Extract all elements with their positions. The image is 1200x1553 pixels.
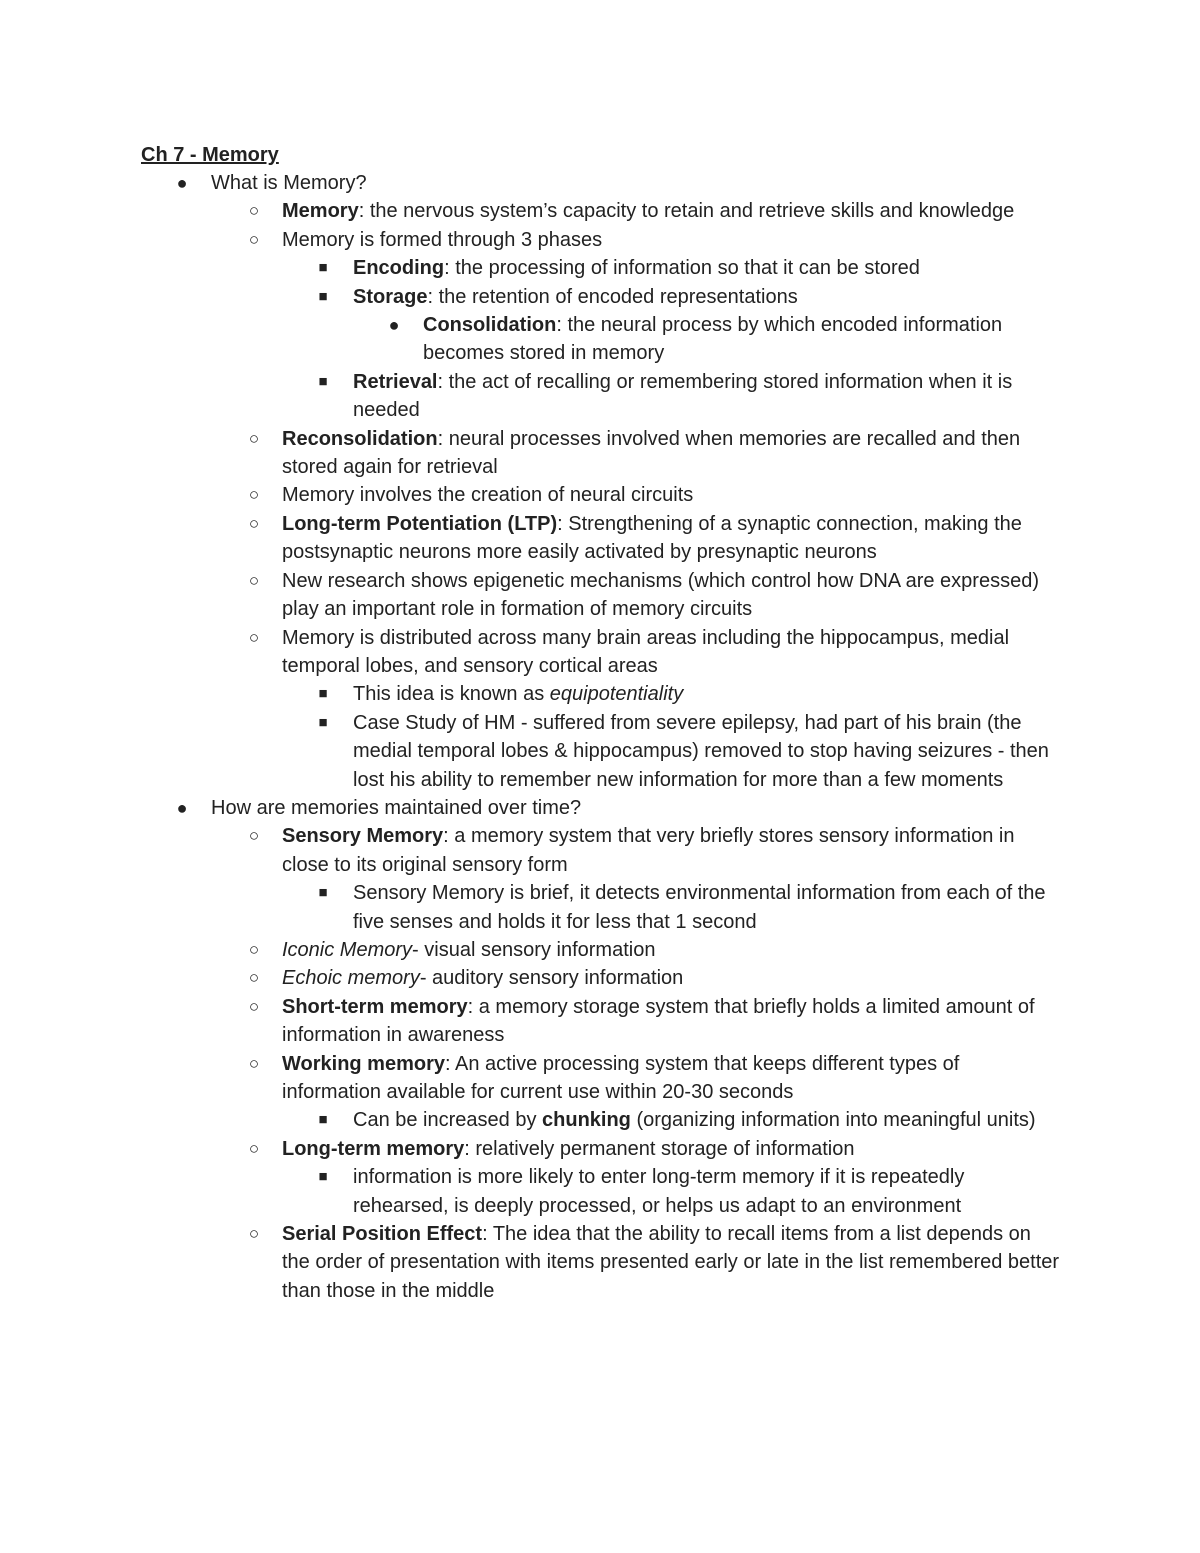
- text-run: What is Memory?: [211, 172, 367, 194]
- filled-circle-bullet-icon: ●: [388, 315, 400, 336]
- bold-term: Serial Position Effect: [282, 1223, 483, 1246]
- list-item: [0, 311, 1200, 368]
- filled-circle-bullet-icon: ●: [176, 797, 188, 818]
- list-item-text: [282, 481, 1062, 509]
- hollow-circle-bullet-icon: ○: [248, 201, 260, 221]
- filled-square-bullet-icon: ■: [318, 685, 328, 703]
- hollow-circle-bullet-icon: ○: [248, 513, 260, 533]
- bold-term: Storage: [353, 285, 428, 308]
- italic-term: Echoic memory: [282, 967, 420, 990]
- hollow-circle-bullet-icon: ○: [248, 570, 260, 590]
- text-run: : An active processing system that keeps different types of information available for current use within 20-30 seconds: [282, 1052, 960, 1103]
- list-item-text: [211, 794, 1071, 822]
- list-item: [0, 197, 1200, 225]
- list-item-text: [353, 368, 1058, 425]
- text-run: (organizing information into meaningful units): [630, 1109, 1036, 1132]
- bold-term: chunking: [542, 1109, 631, 1132]
- list-item-text: [353, 1163, 1058, 1220]
- list-item: [0, 1163, 1200, 1220]
- list-item-text: [282, 1050, 1062, 1107]
- list-item: [0, 425, 1200, 482]
- bold-term: Reconsolidation: [282, 427, 438, 450]
- text-run: New research shows epigenetic mechanisms (which control how DNA are expressed) play an important role in formation of memory circuits: [282, 569, 1039, 621]
- bold-term: Long-term Potentiation (LTP): [282, 512, 558, 535]
- text-run: Sensory Memory is brief, it detects environmental information from each of the five senses and holds it for less that 1 second: [353, 882, 1046, 933]
- bold-term: Long-term memory: [282, 1137, 465, 1160]
- text-run: information is more likely to enter long-term memory if it is repeatedly rehearsed, is deeply processed, or helps us adapt to an environment: [353, 1166, 965, 1217]
- bold-term: Encoding: [353, 257, 445, 280]
- text-run: Memory involves the creation of neural circuits: [282, 484, 694, 507]
- list-item-text: [353, 283, 1058, 311]
- bold-term: Consolidation: [423, 314, 557, 337]
- text-run: Case Study of HM - suffered from severe epilepsy, had part of his brain (the medial temporal lobes & hippocampus) removed to stop having seizures - then lost his ability to remember new information for more than a few moments: [353, 711, 1049, 791]
- bold-term: Sensory Memory: [282, 825, 444, 848]
- text-run: : the act of recalling or remembering stored information when it is needed: [353, 370, 1013, 422]
- text-run: : The idea that the ability to recall items from a list depends on the order of presentation with items presented early or late in the list remembered better than those in the middle: [282, 1223, 1060, 1302]
- hollow-circle-bullet-icon: ○: [248, 627, 260, 647]
- list-item: [0, 709, 1200, 794]
- list-item-text: [282, 822, 1062, 879]
- page-title: Ch 7 - Memory: [141, 144, 279, 166]
- filled-square-bullet-icon: ■: [318, 372, 328, 390]
- hollow-circle-bullet-icon: ○: [248, 968, 260, 988]
- list-item-text: [282, 226, 1062, 254]
- list-item: [0, 510, 1200, 567]
- text-run: - visual sensory information: [412, 938, 656, 961]
- list-item: [0, 879, 1200, 936]
- list-item: [0, 283, 1200, 311]
- filled-square-bullet-icon: ■: [318, 1111, 328, 1129]
- list-item: [0, 1135, 1200, 1163]
- text-run: Memory is distributed across many brain areas including the hippocampus, medial temporal lobes, and sensory cortical areas: [282, 626, 1010, 677]
- list-item-text: [282, 993, 1062, 1050]
- text-run: : a memory storage system that briefly holds a limited amount of information in awareness: [282, 995, 1035, 1047]
- text-run: : the retention of encoded representations: [427, 285, 798, 308]
- hollow-circle-bullet-icon: ○: [248, 428, 260, 448]
- text-run: : neural processes involved when memories are recalled and then stored again for retrieval: [282, 427, 1021, 479]
- list-item: [0, 567, 1200, 624]
- list-item: [0, 1220, 1200, 1305]
- hollow-circle-bullet-icon: ○: [248, 1053, 260, 1073]
- list-item: [0, 169, 1200, 197]
- hollow-circle-bullet-icon: ○: [248, 1224, 260, 1244]
- list-item-text: [353, 1106, 1058, 1134]
- filled-square-bullet-icon: ■: [318, 287, 328, 305]
- list-item: [0, 368, 1200, 425]
- list-item: [0, 822, 1200, 879]
- hollow-circle-bullet-icon: ○: [248, 229, 260, 249]
- filled-square-bullet-icon: ■: [318, 1168, 328, 1186]
- text-run: - auditory sensory information: [419, 967, 684, 990]
- bold-term: Working memory: [282, 1052, 445, 1075]
- filled-circle-bullet-icon: ●: [176, 173, 188, 193]
- list-item-text: [282, 425, 1062, 482]
- bold-term: Short-term memory: [282, 995, 468, 1018]
- hollow-circle-bullet-icon: ○: [248, 485, 260, 505]
- bold-term: Memory: [282, 200, 359, 223]
- filled-square-bullet-icon: ■: [318, 884, 328, 902]
- list-item-text: [282, 510, 1062, 567]
- filled-square-bullet-icon: ■: [318, 259, 328, 277]
- list-item: [0, 936, 1200, 964]
- list-item: [0, 964, 1200, 992]
- text-run: : the neural process by which encoded information becomes stored in memory: [423, 314, 1003, 365]
- list-item: [0, 624, 1200, 681]
- hollow-circle-bullet-icon: ○: [248, 1138, 260, 1158]
- text-run: Memory is formed through 3 phases: [282, 228, 603, 251]
- text-run: : Strengthening of a synaptic connection, making the postsynaptic neurons more easily activated by presynaptic neurons: [282, 512, 1022, 564]
- list-item-text: [423, 311, 1063, 368]
- list-item-text: [282, 567, 1062, 624]
- filled-square-bullet-icon: ■: [318, 713, 328, 731]
- text-run: How are memories maintained over time?: [211, 796, 582, 819]
- list-item-text: [282, 197, 1062, 225]
- list-item-text: [353, 709, 1058, 794]
- list-item-text: [353, 879, 1058, 936]
- italic-term: equipotentiality: [549, 683, 684, 706]
- text-run: This idea is known as: [353, 683, 550, 706]
- hollow-circle-bullet-icon: ○: [248, 939, 260, 959]
- hollow-circle-bullet-icon: ○: [248, 996, 260, 1016]
- list-item-text: [282, 624, 1062, 681]
- list-item-text: [282, 1220, 1062, 1305]
- text-run: : the processing of information so that it can be stored: [444, 257, 920, 280]
- list-item-text: [353, 254, 1058, 282]
- list-item-text: [282, 936, 1062, 964]
- list-item: [0, 481, 1200, 509]
- list-item: [0, 226, 1200, 254]
- list-item: [0, 1050, 1200, 1107]
- list-item: [0, 254, 1200, 282]
- outline-list: [0, 169, 1200, 1305]
- list-item: [0, 993, 1200, 1050]
- list-item-text: [353, 680, 1058, 708]
- hollow-circle-bullet-icon: ○: [248, 826, 260, 846]
- list-item: [0, 794, 1200, 822]
- text-run: : relatively permanent storage of information: [464, 1137, 855, 1160]
- list-item: [0, 680, 1200, 708]
- bold-term: Retrieval: [353, 370, 438, 393]
- text-run: : the nervous system’s capacity to retain and retrieve skills and knowledge: [358, 200, 1015, 223]
- text-run: : a memory system that very briefly stores sensory information in close to its original sensory form: [282, 825, 1015, 876]
- list-item-text: [211, 169, 1071, 197]
- list-item-text: [282, 1135, 1062, 1163]
- list-item: [0, 1106, 1200, 1134]
- text-run: Can be increased by: [353, 1109, 543, 1132]
- italic-term: Iconic Memory: [282, 938, 413, 961]
- list-item-text: [282, 964, 1062, 992]
